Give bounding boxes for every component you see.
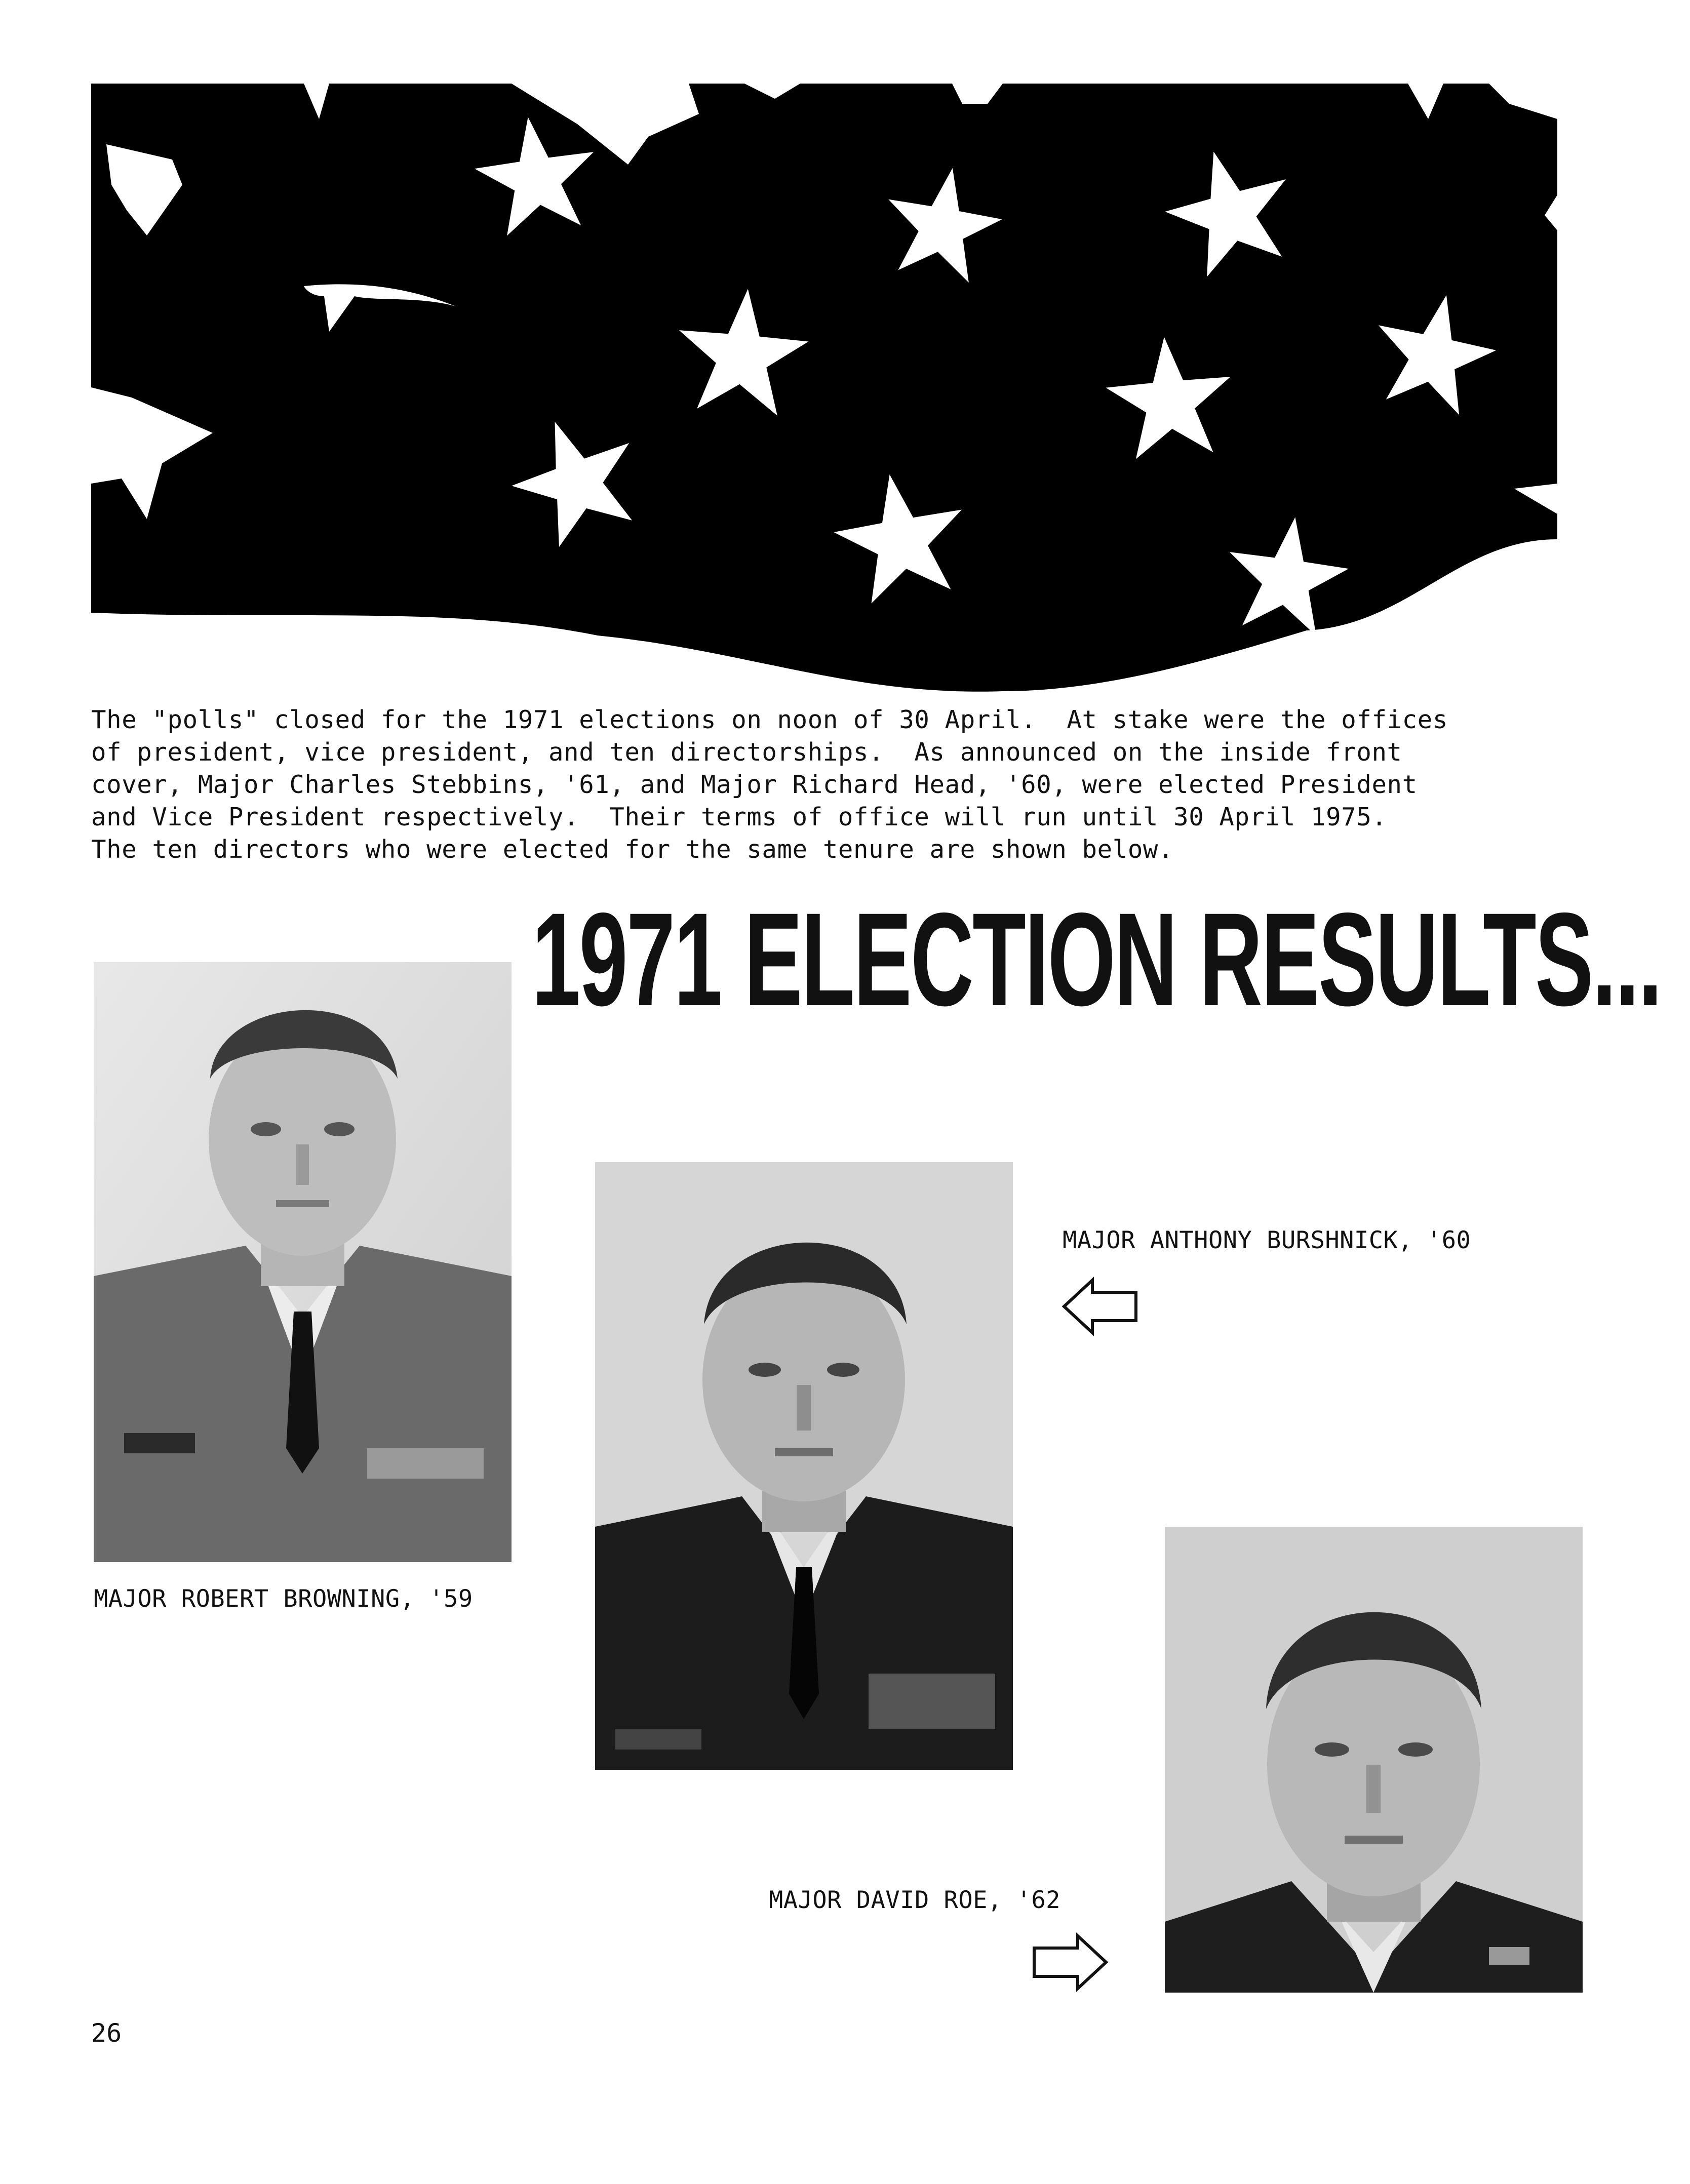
- headline: 1971 ELECTION RESULTS...: [532, 885, 1661, 1034]
- stars-flag-image: [91, 84, 1557, 704]
- stars-banner: [91, 84, 1557, 704]
- caption-roe: MAJOR DAVID ROE, '62: [769, 1886, 1060, 1914]
- intro-line-4: and Vice President respectively. Their terms of office will run until 30 April 1975.: [91, 803, 1387, 831]
- caption-browning: MAJOR ROBERT BROWNING, '59: [94, 1585, 473, 1613]
- caption-burshnick: MAJOR ANTHONY BURSHNICK, '60: [1063, 1226, 1471, 1254]
- portrait-photo-browning: [94, 962, 512, 1562]
- page-number: 26: [91, 2018, 122, 2048]
- intro-line-3: cover, Major Charles Stebbins, '61, and Major Richard Head, '60, were elected President: [91, 770, 1418, 799]
- portrait-photo-roe: [1165, 1527, 1583, 1993]
- portrait-photo-burshnick: [595, 1162, 1013, 1770]
- arrow-right-icon: [1031, 1932, 1109, 1993]
- intro-line-5: The ten directors who were elected for the same tenure are shown below.: [91, 835, 1174, 864]
- arrow-left-icon: [1061, 1276, 1139, 1337]
- intro-line-1: The "polls" closed for the 1971 elections on noon of 30 April. At stake were the offices: [91, 705, 1448, 734]
- intro-line-2: of president, vice president, and ten directorships. As announced on the inside front: [91, 738, 1402, 767]
- intro-paragraph: [91, 704, 1570, 866]
